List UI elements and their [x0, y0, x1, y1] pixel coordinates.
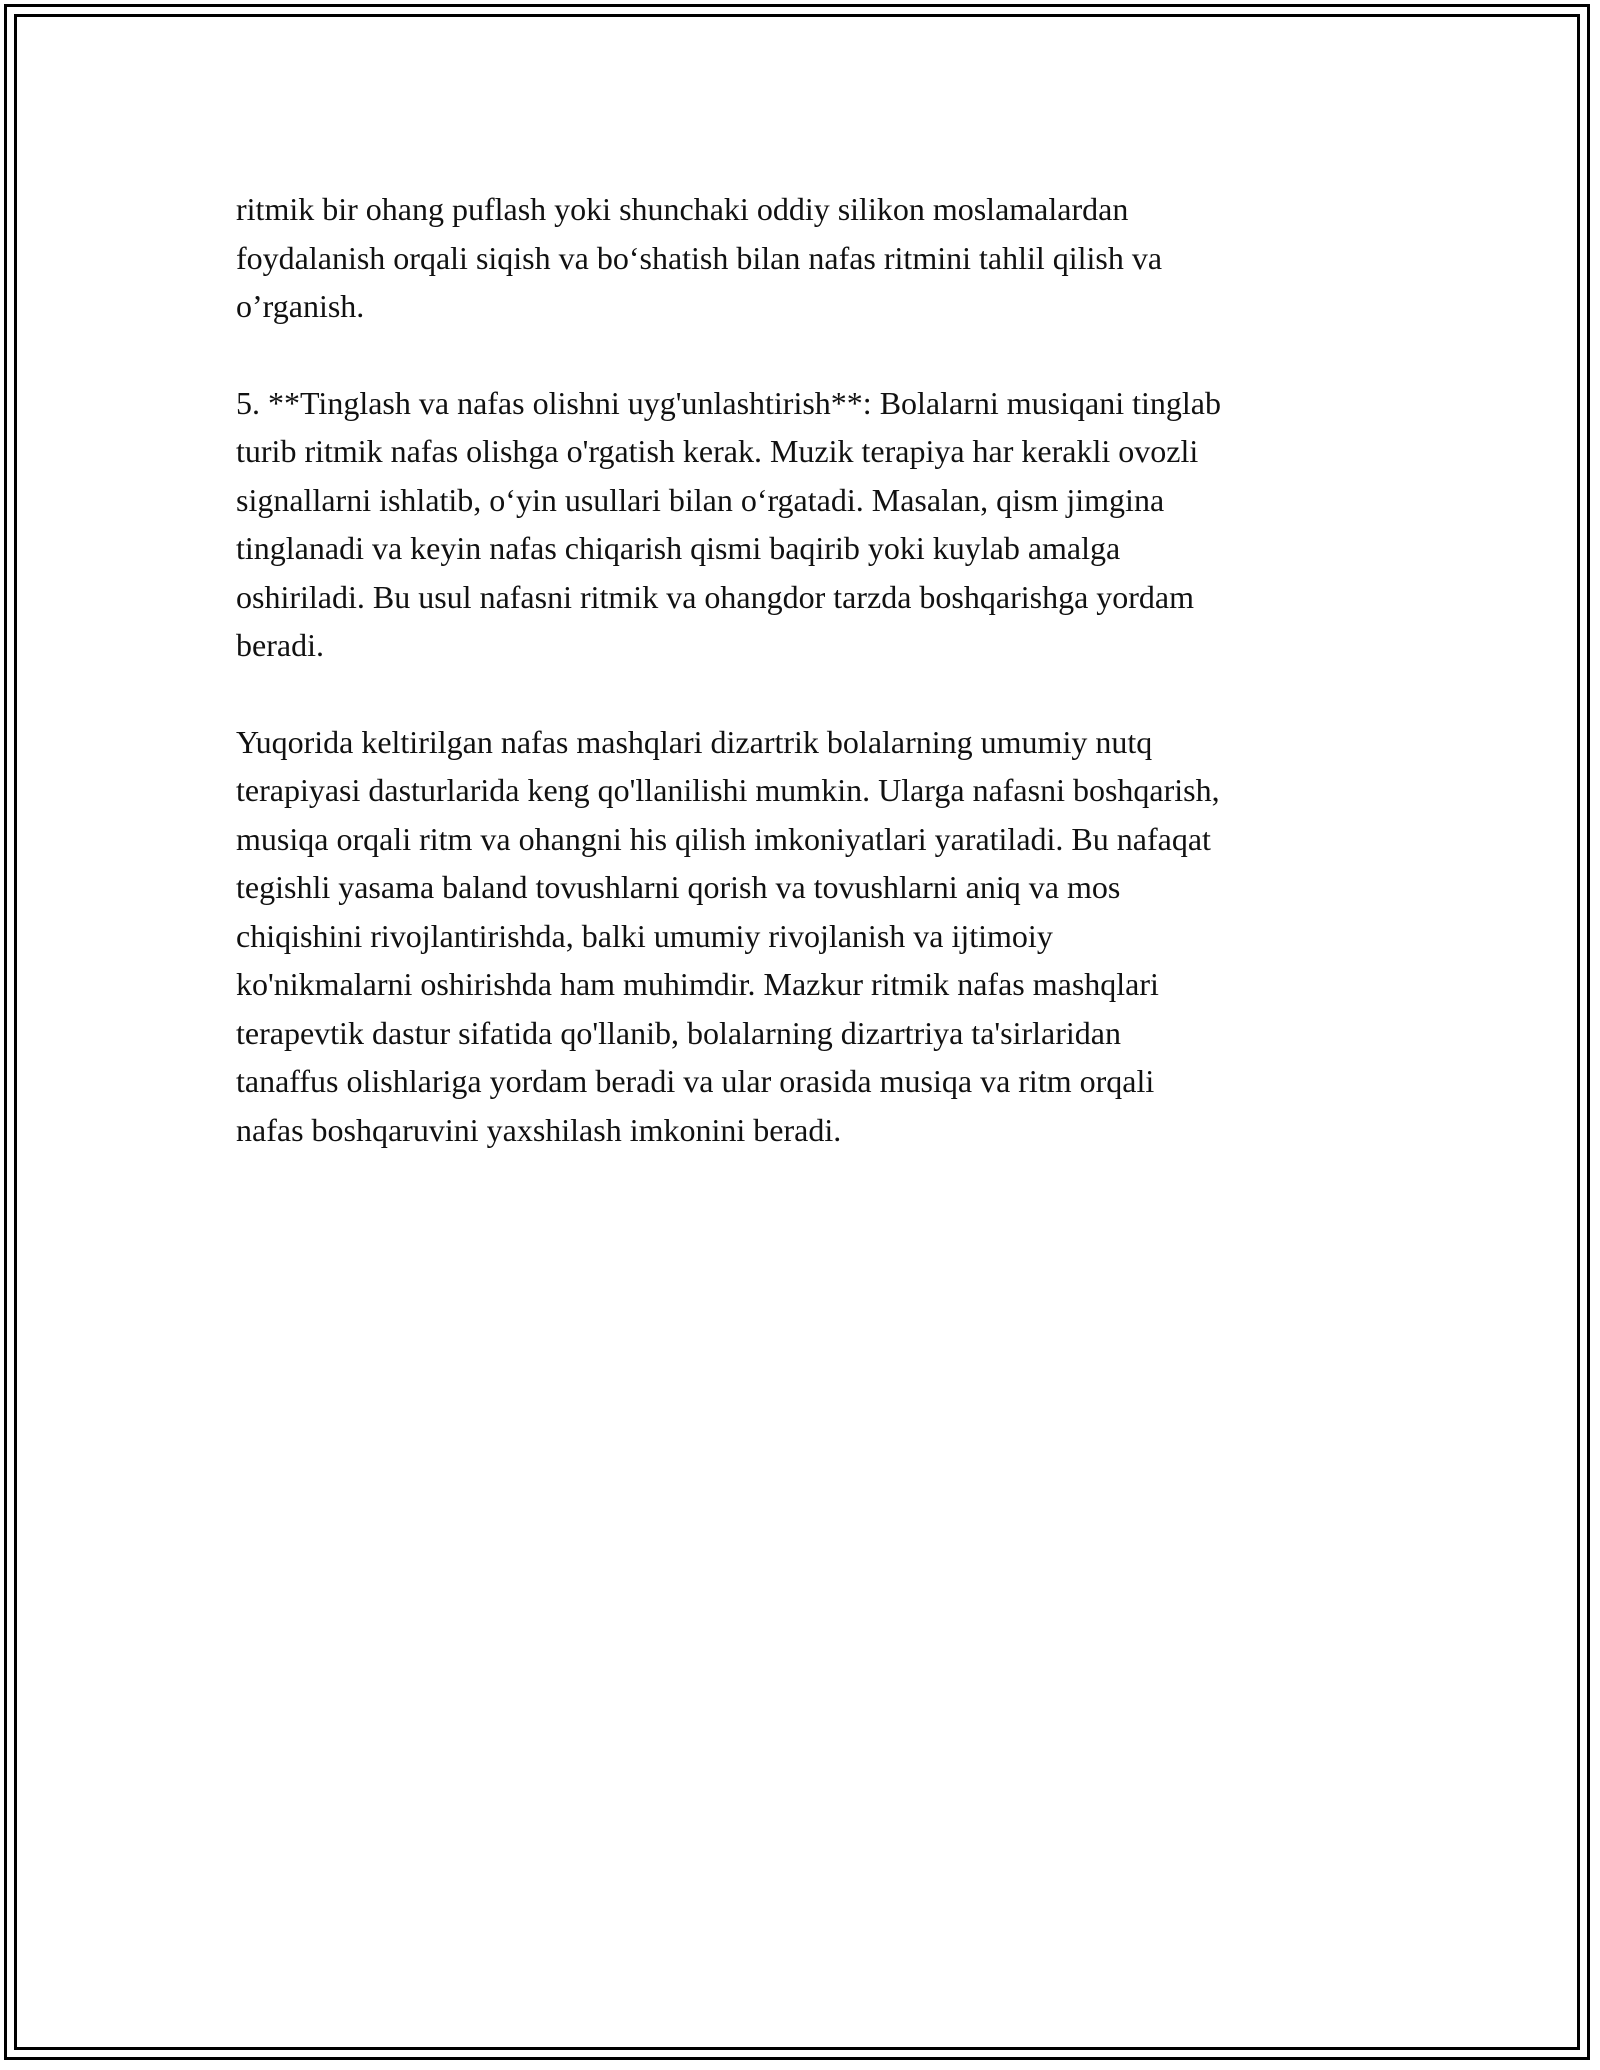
text-line: musiqa orqali ritm va ohangni his qilish imkoniyatlari yaratiladi. Bu nafaqat [236, 820, 1211, 857]
text-line: Yuqorida keltirilgan nafas mashqlari dizartrik bolalarning umumiy nutq [236, 723, 1153, 760]
text-line: terapiyasi dasturlarida keng qo'llanilishi mumkin. Ularga nafasni boshqarish, [236, 772, 1220, 808]
text-line: 5. **Tinglash va nafas olishni uyg'unlashtirish**: Bolalarni musiqani tinglab [236, 384, 1221, 421]
text-line: beradi. [236, 627, 324, 663]
text-line: nafas boshqaruvini yaxshilash imkonini beradi. [236, 1111, 842, 1148]
text-line: chiqishini rivojlantirishda, balki umumiy rivojlanish va ijtimoiy [236, 917, 1053, 954]
text-line: oshiriladi. Bu usul nafasni ritmik va ohangdor tarzda boshqarishga yordam [236, 578, 1195, 615]
text-line: turib ritmik nafas olishga o'rgatish kerak. Muzik terapiya har kerakli ovozli [236, 433, 1199, 469]
text-line: terapevtik dastur sifatida qo'llanib, bolalarning dizartriya ta'sirlaridan [236, 1014, 1121, 1051]
text-line: ritmik bir ohang puflash yoki shunchaki oddiy silikon moslamalardan [236, 191, 1129, 227]
text-line: o’rganish. [236, 288, 365, 324]
paragraph-summary [236, 718, 1376, 1155]
document-body [236, 185, 1376, 1202]
text-line: tanaffus olishlariga yordam beradi va ular orasida musiqa va ritm orqali [236, 1063, 1155, 1099]
text-line: tegishli yasama baland tovushlarni qorish va tovushlarni aniq va mos [236, 869, 1121, 905]
text-line: signallarni ishlatib, o‘yin usullari bilan o‘rgatadi. Masalan, qism jimgina [236, 481, 1165, 518]
text-line: tinglanadi va keyin nafas chiqarish qismi baqirib yoki kuylab amalga [236, 530, 1121, 566]
paragraph-breathing-rhythm-continuation [236, 185, 1376, 331]
paragraph-listening-breathing [236, 379, 1376, 670]
text-line: foydalanish orqali siqish va bo‘shatish bilan nafas ritmini tahlil qilish va [236, 239, 1163, 276]
text-line: ko'nikmalarni oshirishda ham muhimdir. Mazkur ritmik nafas mashqlari [236, 966, 1159, 1002]
